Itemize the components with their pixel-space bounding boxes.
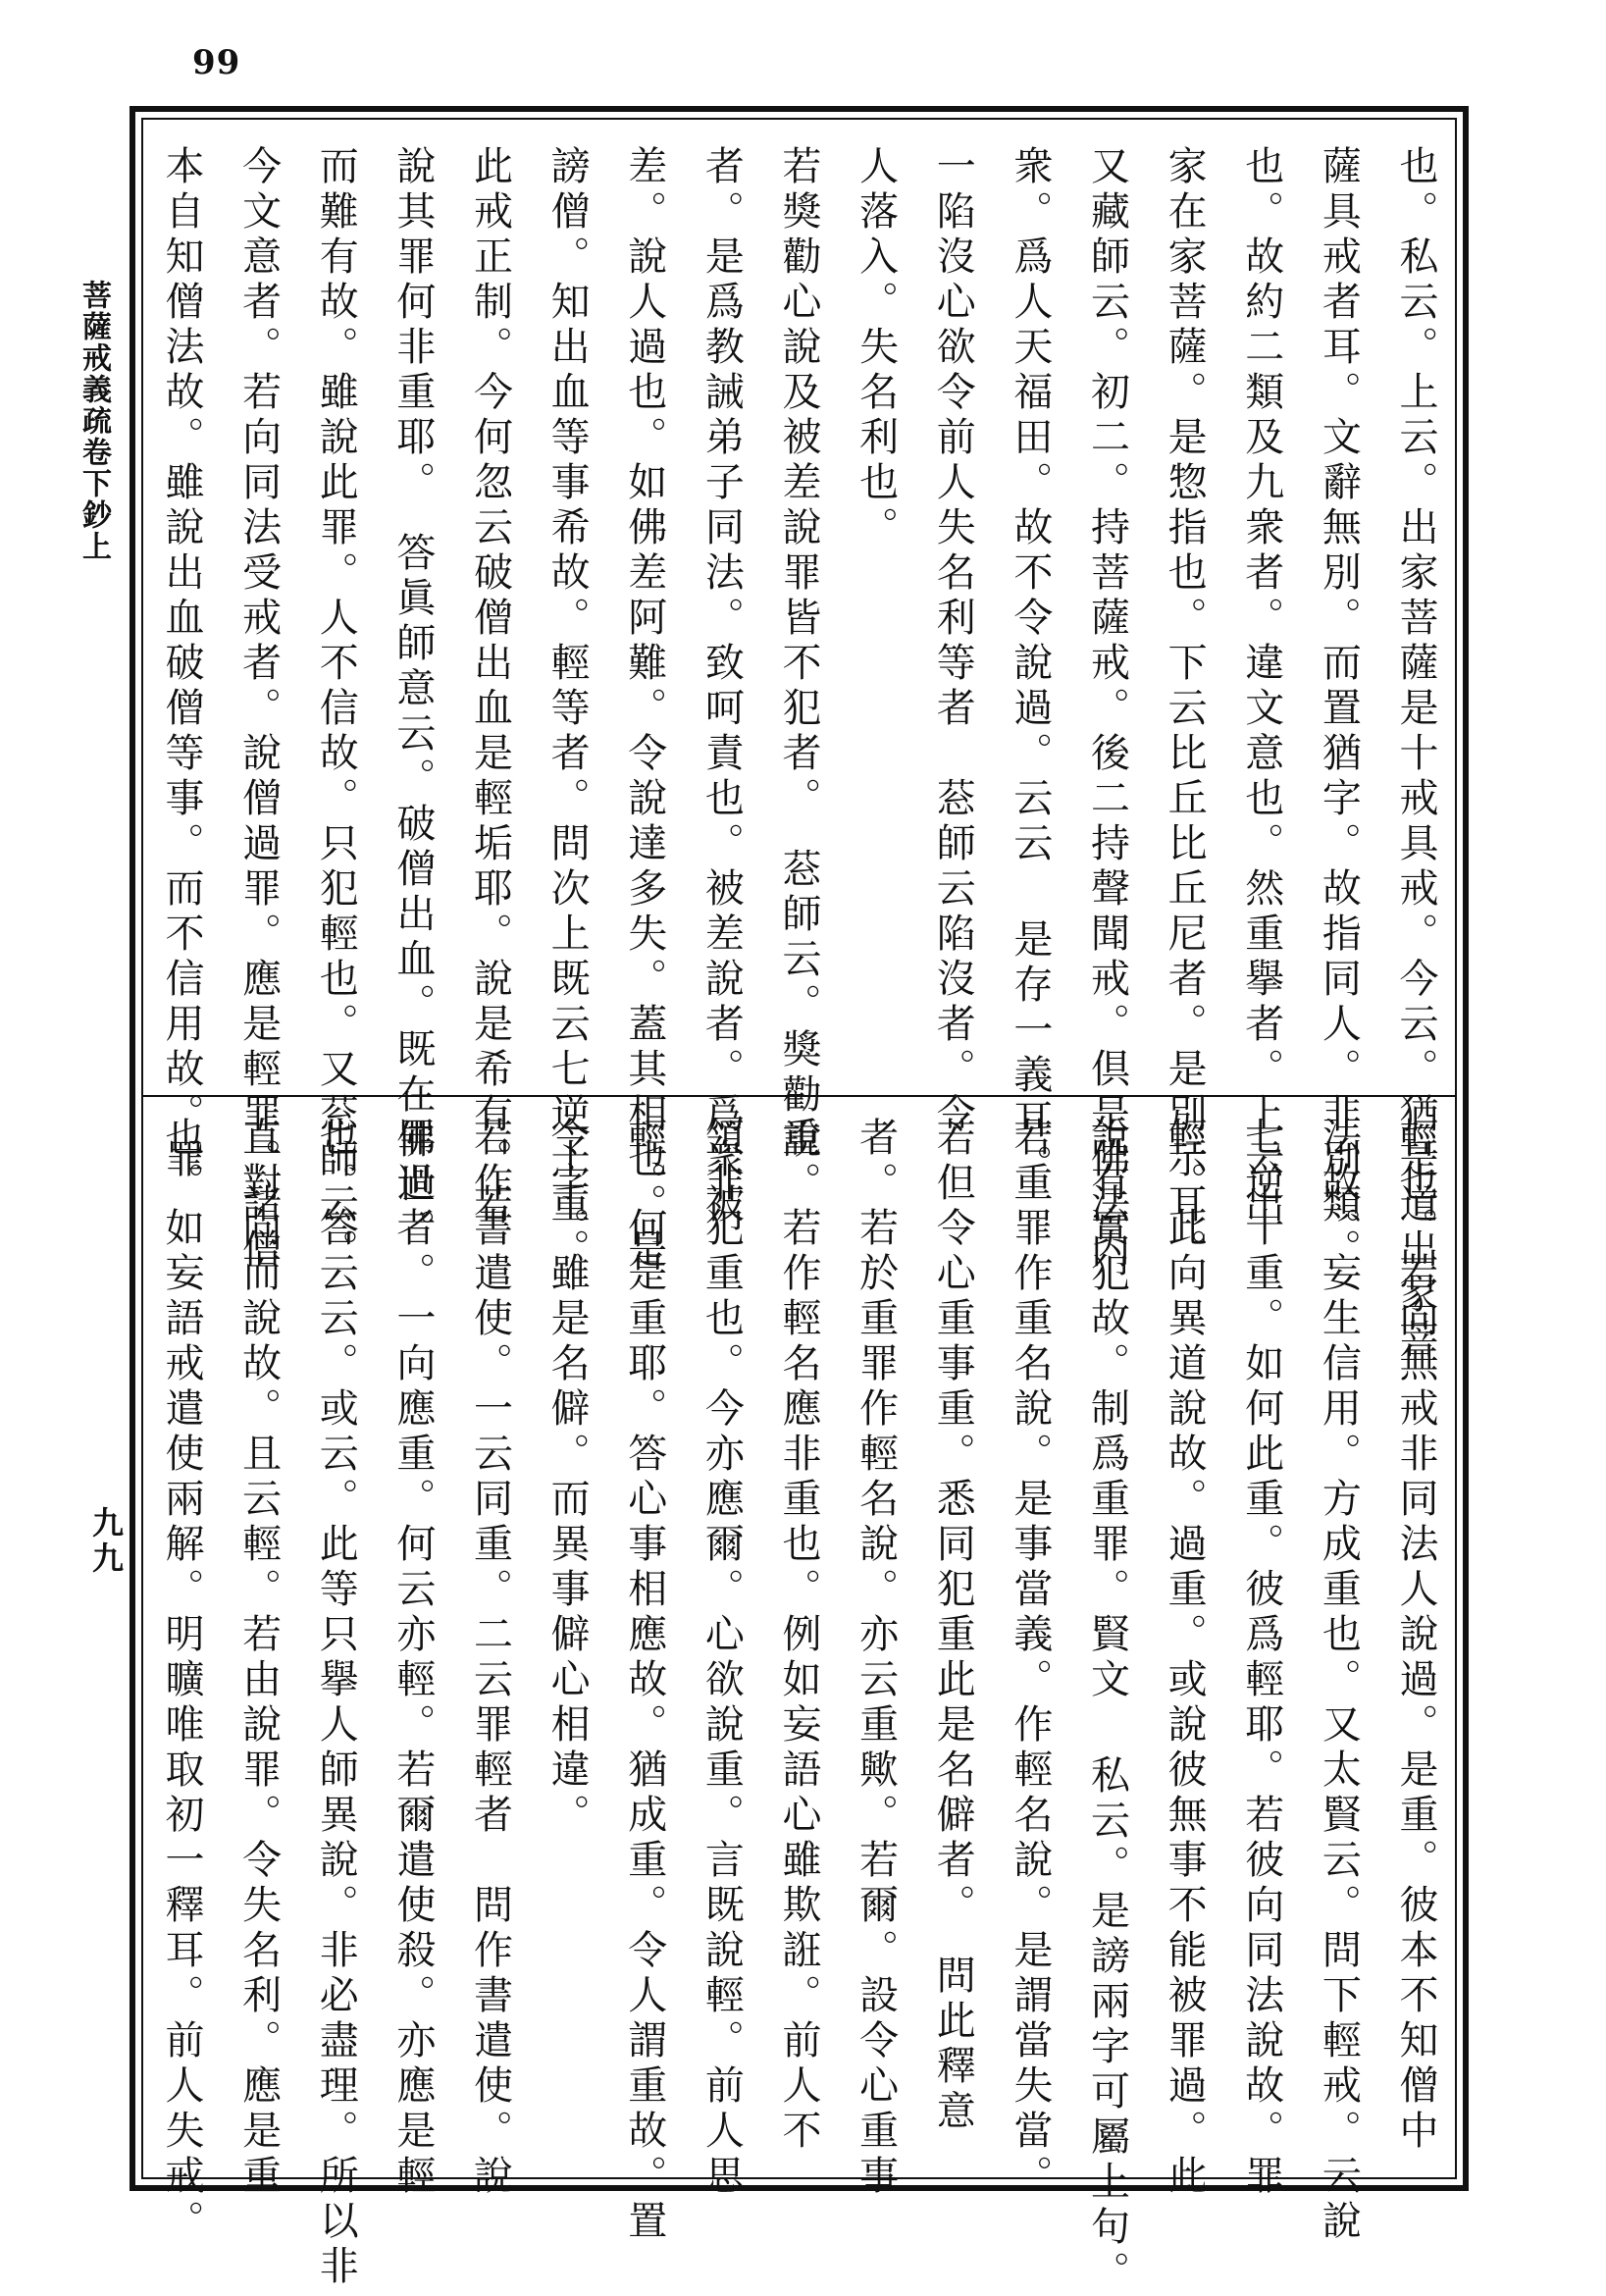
text-column: 也。如妄語戒遣使兩解。明曠唯取初一釋耳。前人失戒。 <box>159 1117 204 2245</box>
text-column: 若獎勸心說及被差說罪皆不犯者。 䓗師云。獎勸說 <box>776 145 821 1164</box>
text-column: 法故。妄生信用。方成重也。又太賢云。問下輕戒。云說 <box>1316 1117 1362 2245</box>
text-column: 若重罪作重名說。是事當義。作輕名說。是謂當失當。 <box>1007 1117 1053 2200</box>
text-column: 輕。何是重耶。答心事相應故。猶成重。令人謂重故。置 <box>621 1117 667 2245</box>
text-column: 本自知僧法故。雖說出血破僧等事。而不信用故。罪 <box>159 145 204 1183</box>
text-column: 薩具戒者耳。文辭無別。而置猶字。故指同人。非別類。 <box>1316 145 1362 1274</box>
text-column: 輕也。若向無戒非同法人說過。是重。彼本不知僧中 <box>1393 1117 1438 2155</box>
text-column: 若作書遣使。一云同重。二云罪輕者 問作書遣使。說 <box>467 1117 513 2200</box>
text-column: 今文意者。若向同法受戒者。說僧過罪。應是輕罪。諸僧 <box>235 145 282 1274</box>
text-column: 也。故約二類及九衆者。違文意也。然重擧者。上云出 <box>1238 145 1284 1228</box>
text-column: 者。若於重罪作輕名說。亦云重歟。若爾。設令心重事 <box>853 1117 899 2200</box>
running-title: 菩薩戒義疏卷下鈔上 <box>77 280 111 562</box>
text-column: 一陷沒心欲令前人失名利等者 䓗師云陷沒者。令 <box>930 145 976 1138</box>
text-column: 衆。爲人天福田。故不令說過。云云 是存一義耳。 <box>1007 145 1053 1189</box>
text-column: 謗僧。知出血等事希故。輕等者。問次上既云七逆十重。 <box>544 145 591 1274</box>
upper-register <box>159 145 1438 1364</box>
text-column: 也。私云。上云。出家菩薩是十戒具戒。今云。猶是道出家菩 <box>1393 145 1438 1364</box>
page-number-top: 99 <box>192 43 241 82</box>
text-column: 又藏師云。初二。持菩薩戒。後二持聲聞戒。倶是佛法内 <box>1084 145 1130 1274</box>
text-column: 者。是爲教誡弟子同法。致呵責也。被差說者。爲衆被 <box>699 145 745 1228</box>
text-column: 令字。雖是名僻。而異事僻心相違。 <box>544 1117 591 1839</box>
text-column: 重。若作輕名應非重也。例如妄語心雖欺誑。前人不 <box>776 1117 821 2155</box>
text-column: 人落入。失名利也。 <box>853 145 899 551</box>
page-number-kanji: 九九 <box>87 1506 125 1577</box>
text-column: 輕。此向異道說故。過重。或說彼無事不能被罪過。此 <box>1162 1117 1208 2200</box>
text-column: 說有實犯故。制爲重罪。賢文 私云。是謗兩字可屬上句。 <box>1084 1117 1130 2296</box>
lower-register <box>159 1117 1438 2296</box>
text-column: 領非犯重也。今亦應爾。心欲說重。言既說輕。前人思 <box>699 1117 745 2200</box>
text-column: 若但令心重事重。悉同犯重此是名僻者。 問此釋意 <box>930 1117 976 2135</box>
text-column: 直對向而說故。且云輕。若由說罪。令失名利。應是重 <box>235 1117 282 2200</box>
text-column: 而難有故。雖說此罪。人不信故。只犯輕也。又䓗師云。 <box>313 145 359 1274</box>
text-column: 此戒正制。今何忽云破僧出血是輕垢耶。說是希有。若 <box>467 145 513 1228</box>
text-column: 也。答云云。或云。此等只擧人師異說。非必盡理。所以非 <box>313 1117 359 2290</box>
text-column: 差。說人過也。如佛差阿難。令說達多失。蓋其相也。是 <box>621 145 667 1274</box>
text-column: 家在家菩薩。是惣指也。下云比丘比丘尼者。是別示耳。 <box>1162 145 1208 1274</box>
text-column: 七逆十重。如何此重。彼爲輕耶。若彼向同法說故。罪 <box>1238 1117 1284 2200</box>
text-column: 說其罪何非重耶。 答眞師意云。破僧出血。既在佛世。 <box>389 145 436 1254</box>
text-column: 罪過者。一向應重。何云亦輕。若爾遣使殺。亦應是輕 <box>389 1117 436 2200</box>
